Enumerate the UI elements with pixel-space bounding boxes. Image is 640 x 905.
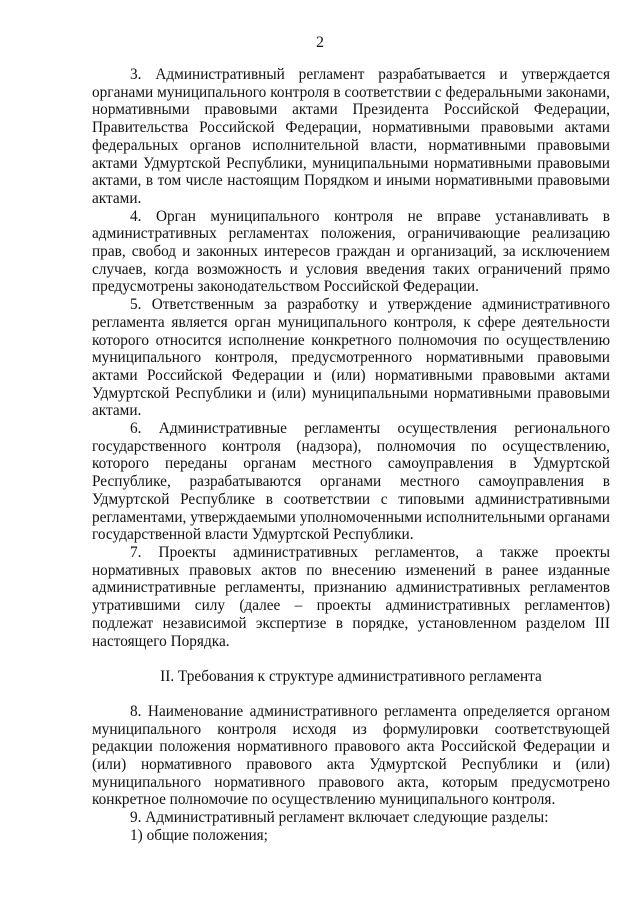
document-body bbox=[92, 66, 610, 845]
paragraph-8: 8. Наименование административного регламента определяется органом муниципального контроля исходя из формулировки соответствующей редакции положения нормативного правового акта Российской Федерации и (или) нормативного правового акта Удмуртской Республики и (или) муниципального нормативного правового акта, которым предусмотрено конкретное полномочие по осуществлению муниципального контроля. bbox=[92, 702, 610, 809]
paragraph-3: 3. Административный регламент разрабатывается и утверждается органами муниципального контроля в соответствии с федеральными законами, нормативными правовыми актами Президента Российской Федерации, Правительства Российской Федерации, нормативными правовыми актами федеральных органов исполнительной власти, нормативными правовыми актами Удмуртской Республики, муниципальными нормативными правовыми актами, в том числе настоящим Порядком и иными нормативными правовыми актами. bbox=[92, 66, 610, 207]
paragraph-7: 7. Проекты административных регламентов, а также проекты нормативных правовых актов по внесению изменений в ранее изданные административные регламенты, признанию административных регламентов утратившими силу (далее – проекты административных регламентов) подлежат независимой экспертизе в порядке, установленном разделом III настоящего Порядка. bbox=[92, 543, 610, 650]
paragraph-4: 4. Орган муниципального контроля не вправе устанавливать в административных регламентах положения, ограничивающие реализацию прав, свобод и законных интересов граждан и организаций, за исключением случаев, когда возможность и условия введения таких ограничений прямо предусмотрены законодательством Российской Федерации. bbox=[92, 207, 610, 296]
section-title: II. Требования к структуре административного регламента bbox=[160, 668, 542, 686]
page-number: 2 bbox=[316, 34, 324, 51]
list-item-1: 1) общие положения; bbox=[130, 826, 268, 844]
paragraph-9: 9. Административный регламент включает следующие разделы: bbox=[130, 809, 549, 827]
paragraph-5: 5. Ответственным за разработку и утверждение административного регламента является орган муниципального контроля, к сфере деятельности которого относится исполнение конкретного полномочия по осуществлению муниципального контроля, предусмотренного нормативными правовыми актами Российской Федерации и (или) нормативными правовыми актами Удмуртской Республики и (или) муниципальными нормативными правовыми актами. bbox=[92, 296, 610, 420]
paragraph-6: 6. Административные регламенты осуществления регионального государственного контроля (надзора), полномочия по осуществлению, которого переданы органам местного самоуправления в Удмуртской Республике, разрабатываются органами местного самоуправления в Удмуртской Республике в соответствии с типовыми административными регламентами, утверждаемыми уполномоченными исполнительными органами государственной власти Удмуртской Республики. bbox=[92, 420, 610, 544]
